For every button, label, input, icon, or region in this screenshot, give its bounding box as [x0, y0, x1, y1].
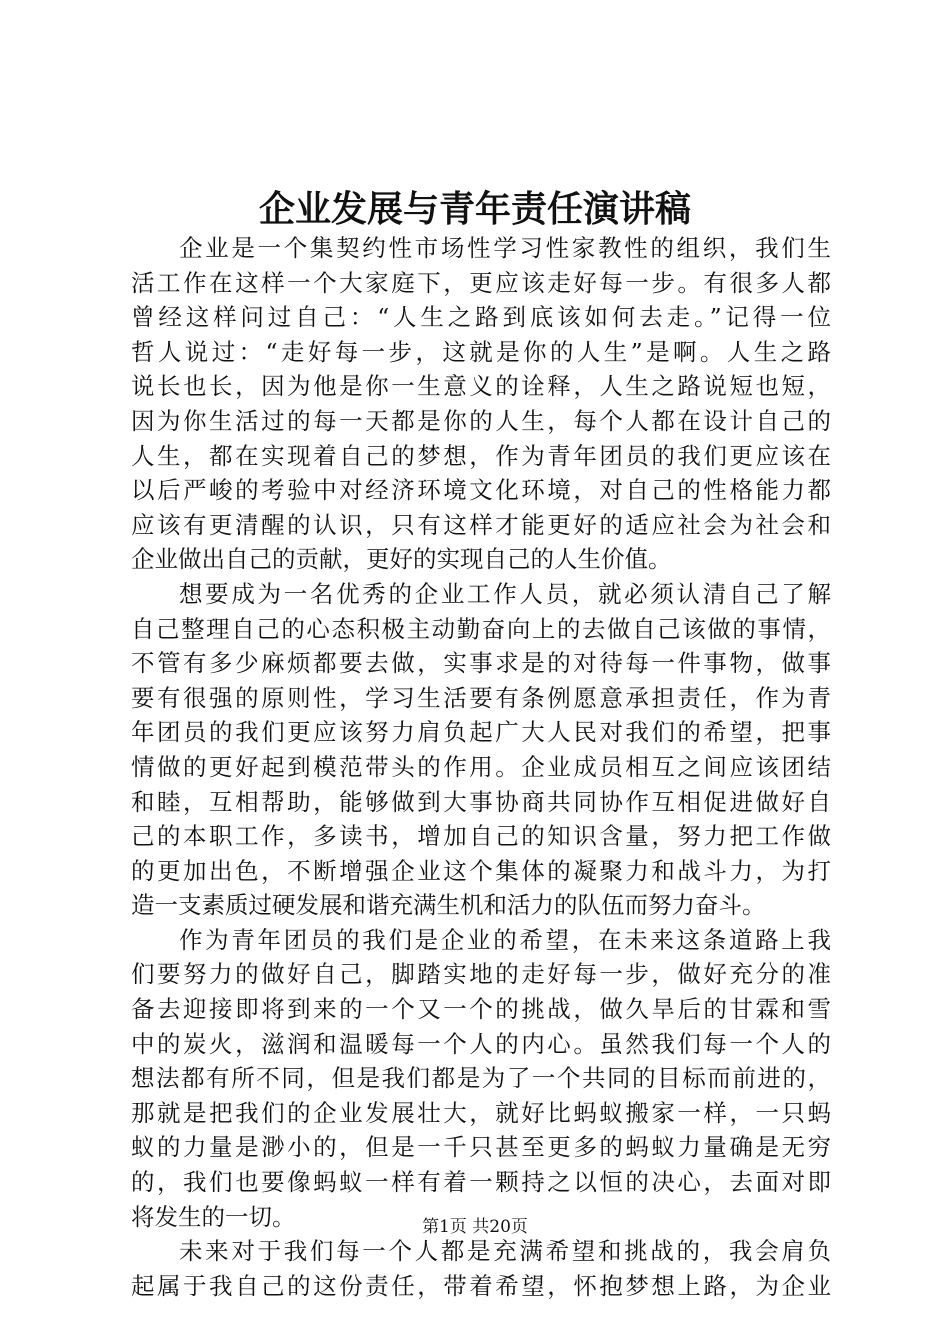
paragraph-3-line: 那就是把我们的企业发展壮大，就好比蚂蚁搬家一样，一只蚂 — [131, 1098, 831, 1127]
paragraph-2-line: 自己整理自己的心态积极主动勤奋向上的去做自己该做的事情， — [131, 614, 831, 643]
paragraph-2-line: 要有很强的原则性，学习生活要有条例愿意承担责任，作为青 — [131, 683, 831, 712]
paragraph-3-line: 们要努力的做好自己，脚踏实地的走好每一步，做好充分的准 — [131, 960, 831, 989]
paragraph-1-line: 哲人说过：“走好每一步，这就是你的人生”是啊。人生之路 — [131, 337, 831, 366]
paragraph-1-line: 人生，都在实现着自己的梦想，作为青年团员的我们更应该在 — [131, 441, 831, 470]
paragraph-2-line: 年团员的我们更应该努力肩负起广大人民对我们的希望，把事 — [131, 718, 831, 747]
paragraph-2-line: 的更加出色，不断增强企业这个集体的凝聚力和战斗力，为打 — [131, 856, 831, 885]
paragraph-4-line: 未来对于我们每一个人都是充满希望和挑战的，我会肩负 — [179, 1237, 831, 1266]
paragraph-1-line: 以后严峻的考验中对经济环境文化环境，对自己的性格能力都 — [131, 476, 831, 505]
paragraph-3-line: 蚁的力量是渺小的，但是一千只甚至更多的蚂蚁力量确是无穷 — [131, 1133, 831, 1162]
paragraph-4-line: 起属于我自己的这份责任，带着希望，怀抱梦想上路，为企业 — [131, 1271, 831, 1300]
paragraph-2-line: 己的本职工作，多读书，增加自己的知识含量，努力把工作做 — [131, 822, 831, 851]
paragraph-1-line: 应该有更清醒的认识，只有这样才能更好的适应社会为社会和 — [131, 510, 831, 539]
paragraph-2-line: 情做的更好起到模范带头的作用。企业成员相互之间应该团结 — [131, 752, 831, 781]
page-number-footer: 第1页 共20页 — [422, 1217, 528, 1237]
paragraph-1-line: 因为你生活过的每一天都是你的人生，每个人都在设计自己的 — [131, 406, 831, 435]
paragraph-2-line: 和睦，互相帮助，能够做到大事协商共同协作互相促进做好自 — [131, 787, 831, 816]
paragraph-2-line: 造一支素质过硬发展和谐充满生机和活力的队伍而努力奋斗。 — [131, 891, 766, 920]
paragraph-2-line: 不管有多少麻烦都要去做，实事求是的对待每一件事物，做事 — [131, 649, 831, 678]
paragraph-3-line: 作为青年团员的我们是企业的希望，在未来这条道路上我 — [179, 925, 831, 954]
paragraph-3-line: 中的炭火，滋润和温暖每一个人的内心。虽然我们每一个人的 — [131, 1029, 831, 1058]
paragraph-1-line: 说长也长，因为他是你一生意义的诠释，人生之路说短也短， — [131, 372, 831, 401]
paragraph-3-line: 将发生的一切。 — [131, 1202, 296, 1231]
paragraph-1-line: 曾经这样问过自己：“人生之路到底该如何去走。”记得一位 — [131, 303, 831, 332]
paragraph-2-line: 想要成为一名优秀的企业工作人员，就必须认清自己了解 — [179, 579, 831, 608]
document-title: 企业发展与青年责任演讲稿 — [258, 188, 691, 230]
paragraph-3-line: 备去迎接即将到来的一个又一个的挑战，做久旱后的甘霖和雪 — [131, 995, 831, 1024]
paragraph-1-line: 企业是一个集契约性市场性学习性家教性的组织，我们生 — [179, 234, 831, 262]
paragraph-3-line: 想法都有所不同，但是我们都是为了一个共同的目标而前进的， — [131, 1064, 831, 1093]
paragraph-3-line: 的，我们也要像蚂蚁一样有着一颗持之以恒的决心，去面对即 — [131, 1168, 831, 1197]
paragraph-1-line: 活工作在这样一个大家庭下，更应该走好每一步。有很多人都 — [131, 268, 831, 297]
paragraph-1-line: 企业做出自己的贡献，更好的实现自己的人生价值。 — [131, 545, 672, 574]
document-body — [131, 231, 831, 1303]
